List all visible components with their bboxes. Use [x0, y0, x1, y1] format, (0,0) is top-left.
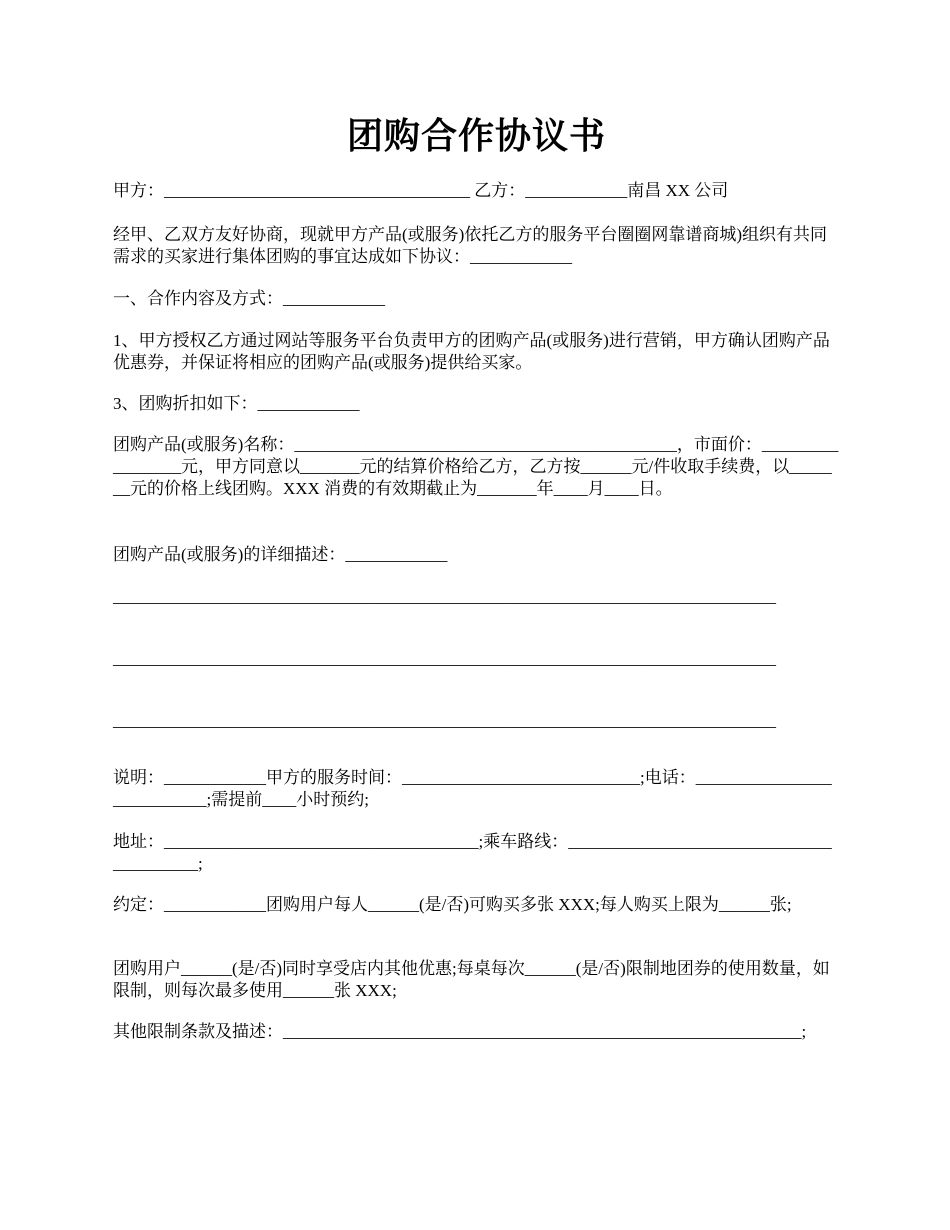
description-blank-line-1: ______________________________________________________________________________	[113, 587, 776, 606]
agreement-terms-paragraph: 约定：____________团购用户每人______(是/否)可购买多张 XXX;每人购买上限为______张;	[113, 895, 792, 914]
usage-restrictions-paragraph: 团购用户______(是/否)同时享受店内其他优惠;每桌每次______(是/否)限制地团券的使用数量，如限制，则每次最多使用______张 XXX;	[113, 959, 830, 1000]
address-route-paragraph: 地址：_____________________________________;乘车路线：_________________________________________;	[113, 832, 832, 873]
product-description-heading: 团购产品(或服务)的详细描述：____________	[113, 545, 448, 564]
parties-line: 甲方：____________________________________ 乙方：____________南昌 XX 公司	[113, 181, 729, 200]
document-title: 团购合作协议书	[346, 116, 606, 156]
other-restrictions-paragraph: 其他限制条款及描述：_____________________________________________________________;	[113, 1022, 807, 1041]
clause-1-paragraph: 1、甲方授权乙方通过网站等服务平台负责甲方的团购产品(或服务)进行营销，甲方确认团购产品优惠券，并保证将相应的团购产品(或服务)提供给买家。	[113, 331, 830, 372]
product-pricing-paragraph: 团购产品(或服务)名称：_____________________________________________，市面价：_________________元，甲方同意以_______元的结算价格给乙方，乙方按______元/件收取手续费，以_______元的价格上线团购。XXX 消费的有效期截止为_______年____月____日。	[113, 435, 839, 498]
clause-3-heading: 3、团购折扣如下：____________	[113, 394, 360, 413]
preamble-paragraph: 经甲、乙双方友好协商，现就甲方产品(或服务)依托乙方的服务平台圈圈网靠谱商城)组织有共同需求的买家进行集体团购的事宜达成如下协议：____________	[113, 225, 827, 266]
service-notes-paragraph: 说明：____________甲方的服务时间：____________________________;电话：___________________________;需提前____小时预约;	[113, 768, 832, 809]
section-heading-cooperation: 一、合作内容及方式：____________	[113, 289, 385, 308]
description-blank-line-2: ______________________________________________________________________________	[113, 649, 776, 668]
description-blank-line-3: ______________________________________________________________________________	[113, 711, 776, 730]
